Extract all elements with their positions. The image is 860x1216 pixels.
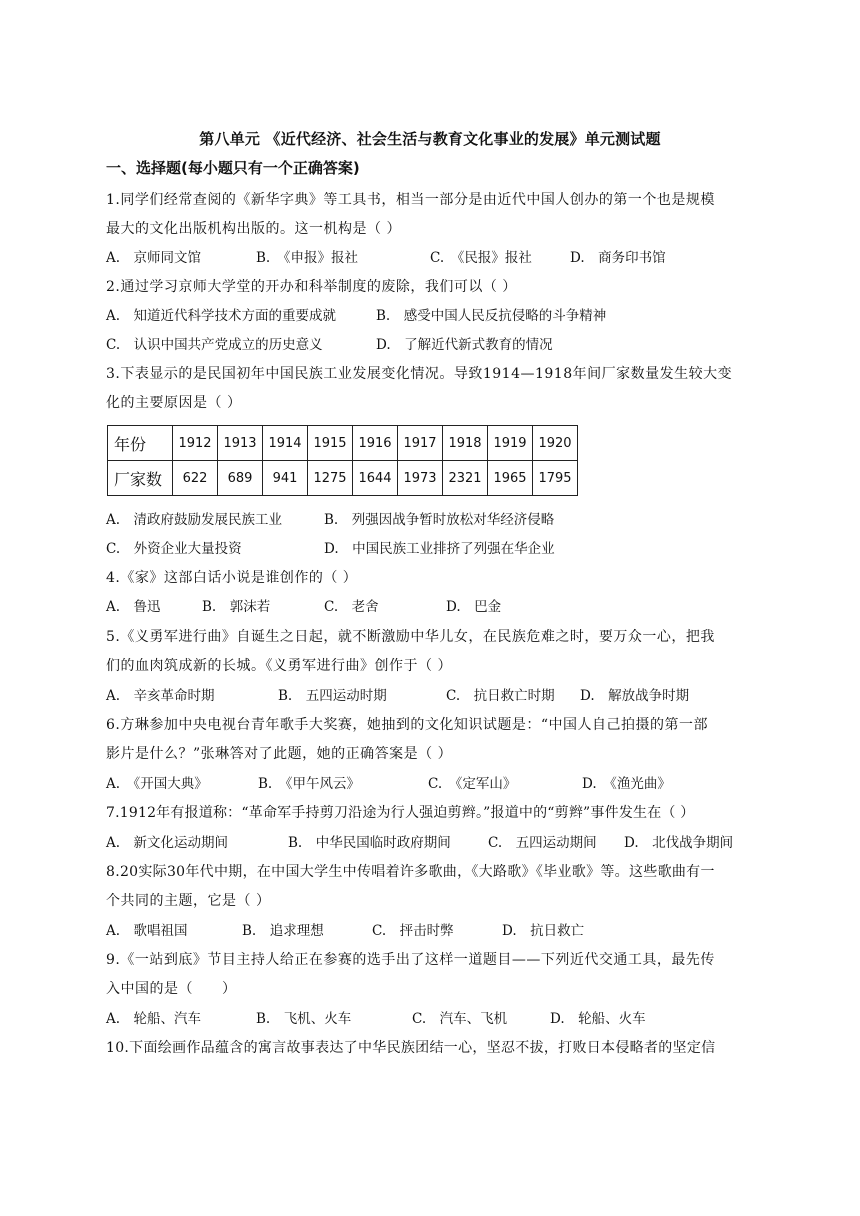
- option-c: C. 抨击时弊: [372, 923, 454, 939]
- table-cell: 1644: [353, 461, 398, 496]
- question-3-line-2: 化的主要原因是（ ）: [106, 395, 242, 411]
- table-cell: 1973: [398, 461, 443, 496]
- table-cell: 1795: [533, 461, 578, 496]
- option-b: B. 感受中国人民反抗侵略的斗争精神: [376, 308, 607, 324]
- option-b: B. 郭沫若: [202, 599, 271, 615]
- option-b: B. 飞机、火车: [256, 1011, 352, 1027]
- factory-count-table: [107, 425, 578, 496]
- table-row-header: 厂家数: [108, 461, 173, 496]
- question-9-line-1: 9.《一站到底》节目主持人给正在参赛的选手出了这样一道题目——下列近代交通工具，最先传: [106, 952, 715, 968]
- option-a: A. 轮船、汽车: [106, 1011, 202, 1027]
- table-cell: 1965: [488, 461, 533, 496]
- table-cell: 689: [218, 461, 263, 496]
- table-cell: 1914: [263, 426, 308, 461]
- question-4-line-1: 4.《家》这部白话小说是谁创作的（ ）: [106, 570, 358, 586]
- question-9-line-2: 入中国的是（ ）: [106, 981, 237, 997]
- option-c: C. 《定军山》: [428, 776, 517, 792]
- option-d: D. 商务印书馆: [570, 250, 666, 266]
- option-d: D. 《渔光曲》: [582, 776, 671, 792]
- option-b: B. 五四运动时期: [278, 688, 387, 704]
- option-d: D. 中国民族工业排挤了列强在华企业: [324, 541, 555, 557]
- option-c: C. 老舍: [324, 599, 379, 615]
- question-8-line-1: 8.20实际30年代中期，在中国大学生中传唱着许多歌曲，《大路歌》《毕业歌》等。这些歌曲有一: [106, 864, 715, 880]
- option-d: D. 北伐战争期间: [624, 835, 734, 851]
- option-a: A. 清政府鼓励发展民族工业: [106, 512, 283, 528]
- option-a: A. 辛亥革命时期: [106, 688, 215, 704]
- option-b: B. 中华民国临时政府期间: [288, 835, 451, 851]
- question-3-line-1: 3.下表显示的是民国初年中国民族工业发展变化情况。导致1914—1918年间厂家数量发生较大变: [106, 366, 733, 382]
- option-d: D. 巴金: [446, 599, 502, 615]
- option-d: D. 轮船、火车: [550, 1011, 646, 1027]
- option-b: B. 《申报》报社: [256, 250, 358, 266]
- question-10-line-1: 10.下面绘画作品蕴含的寓言故事表达了中华民族团结一心，坚忍不拔，打败日本侵略者的坚定信: [106, 1040, 716, 1056]
- option-b: B. 列强因战争暂时放松对华经济侵略: [324, 512, 555, 528]
- option-c: C. 五四运动期间: [488, 835, 597, 851]
- option-a: A. 知道近代科学技术方面的重要成就: [106, 308, 337, 324]
- table-cell: 1920: [533, 426, 578, 461]
- question-1-line-2: 最大的文化出版机构出版的。这一机构是（ ）: [106, 221, 401, 237]
- option-a: A. 歌唱祖国: [106, 923, 188, 939]
- option-d: D. 抗日救亡: [502, 923, 585, 939]
- table-row: [108, 461, 578, 496]
- question-1-line-1: 1.同学们经常查阅的《新华字典》等工具书，相当一部分是由近代中国人创办的第一个也是规模: [106, 192, 715, 208]
- option-d: D. 了解近代新式教育的情况: [376, 337, 553, 353]
- table-cell: 941: [263, 461, 308, 496]
- table-cell: 622: [173, 461, 218, 496]
- option-c: C. 外资企业大量投资: [106, 541, 242, 557]
- table-cell: 1918: [443, 426, 488, 461]
- option-c: C. 汽车、飞机: [412, 1011, 508, 1027]
- option-a: A. 《开国大典》: [106, 776, 208, 792]
- option-b: B. 追求理想: [242, 923, 324, 939]
- option-d: D. 解放战争时期: [580, 688, 690, 704]
- question-6-line-1: 6.方琳参加中央电视台青年歌手大奖赛，她抽到的文化知识试题是：“中国人自己拍摄的第一部: [106, 717, 709, 733]
- question-8-line-2: 个共同的主题，它是（ ）: [106, 893, 271, 909]
- question-5-line-1: 5.《义勇军进行曲》自诞生之日起，就不断激励中华儿女，在民族危难之时，要万众一心，把我: [106, 629, 715, 645]
- option-b: B. 《甲午风云》: [258, 776, 360, 792]
- table-cell: 1912: [173, 426, 218, 461]
- option-a: A. 新文化运动期间: [106, 835, 229, 851]
- section-heading: 一、选择题(每小题只有一个正确答案): [106, 159, 360, 177]
- table-cell: 1275: [308, 461, 353, 496]
- question-7-line-1: 7.1912年有报道称：“革命军手持剪刀沿途为行人强迫剪辫。”报道中的“剪辫”事件发生在（ ）: [106, 805, 695, 821]
- option-c: C. 《民报》报社: [430, 250, 532, 266]
- question-2-line-1: 2.通过学习京师大学堂的开办和科举制度的废除，我们可以（ ）: [106, 279, 517, 295]
- table-row: [108, 426, 578, 461]
- table-cell: 1913: [218, 426, 263, 461]
- option-c: C. 认识中国共产党成立的历史意义: [106, 337, 323, 353]
- table-cell: 1917: [398, 426, 443, 461]
- table-cell: 1916: [353, 426, 398, 461]
- table-cell: 1919: [488, 426, 533, 461]
- option-c: C. 抗日救亡时期: [446, 688, 555, 704]
- table-row-header: 年份: [108, 426, 173, 461]
- page-title: 第八单元 《近代经济、社会生活与教育文化事业的发展》单元测试题: [199, 130, 661, 148]
- table-cell: 2321: [443, 461, 488, 496]
- option-a: A. 鲁迅: [106, 599, 161, 615]
- question-5-line-2: 们的血肉筑成新的长城。《义勇军进行曲》创作于（ ）: [106, 658, 452, 674]
- table-cell: 1915: [308, 426, 353, 461]
- option-a: A. 京师同文馆: [106, 250, 202, 266]
- question-6-line-2: 影片是什么？”张琳答对了此题，她的正确答案是（ ）: [106, 746, 453, 762]
